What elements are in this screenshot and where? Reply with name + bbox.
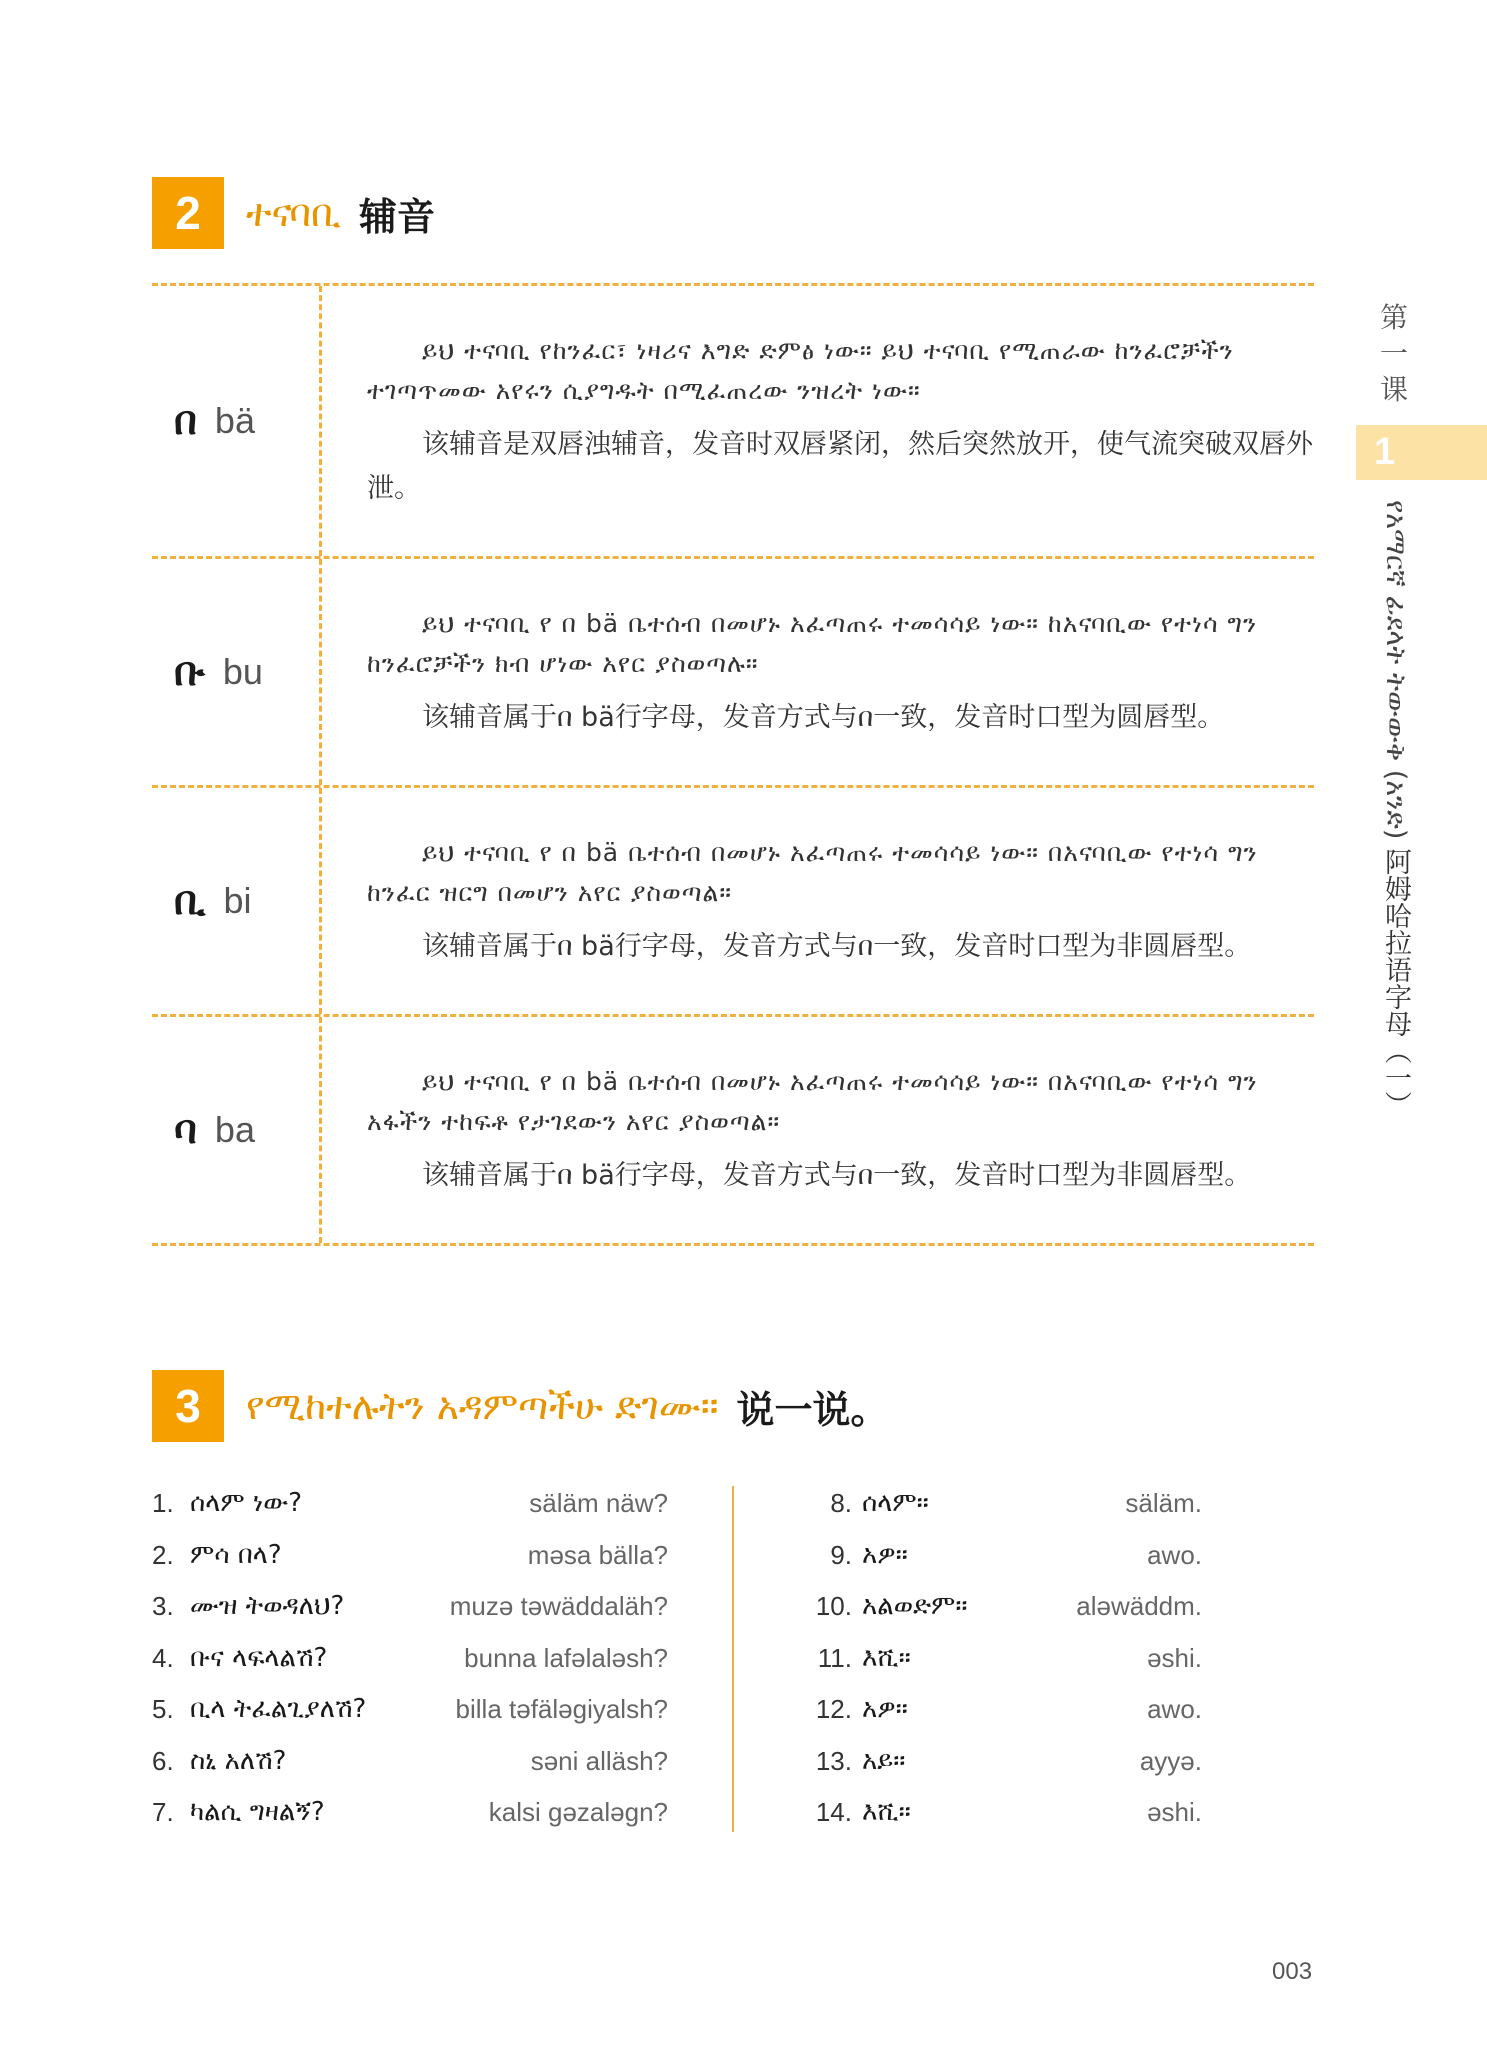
description-amharic: ይህ ተናባቢ የ በ bä ቤተሰብ በመሆኑ አፈጣጠሩ ተመሳሳይ ነው። በአናባቢው የተነሳ ግን ከንፈር ዝርግ በመሆን አየር ያስወጣል። xyxy=(367,838,1258,907)
consonant-glyph: በ xyxy=(174,398,197,444)
consonant-row xyxy=(152,283,1314,556)
consonant-glyph: ቡ xyxy=(174,649,205,695)
item-romanization: səni alläsh? xyxy=(530,1745,668,1776)
item-amharic: ምሳ በላ? xyxy=(190,1539,282,1570)
description-chinese: 该辅音属于በ bä行字母，发音方式与በ一致，发音时口型为非圆唇型。 xyxy=(422,931,1252,962)
consonant-romanization: bä xyxy=(214,400,255,441)
item-romanization: ayyə. xyxy=(1139,1745,1202,1776)
section-3-header xyxy=(152,1370,889,1442)
section-title-amharic: ተናባቢ xyxy=(246,190,341,235)
description-amharic: ይህ ተናባቢ የ በ bä ቤተሰብ በመሆኑ አፈጣጠሩ ተመሳሳይ ነው። ከአናባቢው የተነሳ ግን ከንፈሮቻችን ክብ ሆነው አየር ያስወጣሉ። xyxy=(367,609,1258,678)
item-amharic: አይ። xyxy=(862,1745,906,1776)
list-item xyxy=(800,1787,1202,1839)
item-amharic: እሺ። xyxy=(862,1797,911,1827)
item-number: 3. xyxy=(152,1591,174,1621)
item-number: 12. xyxy=(815,1694,852,1724)
item-romanization: awo. xyxy=(1147,1539,1202,1570)
item-amharic: አዎ። xyxy=(862,1539,908,1570)
item-number: 6. xyxy=(152,1745,174,1776)
item-amharic: ቡና ላፍላልሽ? xyxy=(190,1642,328,1673)
item-number: 13. xyxy=(815,1745,852,1776)
practice-list-left xyxy=(152,1478,668,1839)
item-amharic: ካልሲ ግዛልኝ? xyxy=(190,1797,325,1827)
list-item xyxy=(800,1736,1202,1788)
consonant-romanization: bi xyxy=(223,880,252,921)
item-number: 4. xyxy=(152,1642,174,1673)
list-item xyxy=(152,1684,668,1736)
item-number: 11. xyxy=(817,1642,852,1673)
consonant-letter xyxy=(174,286,314,556)
consonant-row xyxy=(152,785,1314,1014)
description-chinese: 该辅音是双唇浊辅音，发音时双唇紧闭，然后突然放开，使气流突破双唇外泄。 xyxy=(367,429,1313,504)
item-romanization: bunna lafəlaləsh? xyxy=(464,1642,668,1673)
column-divider xyxy=(732,1486,734,1832)
section-title-amharic: የሚከተሉትን አዳምጣችሁ ድገሙ። xyxy=(246,1383,719,1428)
section-title-chinese: 说一说。 xyxy=(736,1387,889,1432)
consonant-glyph: ቢ xyxy=(174,878,206,924)
consonant-row xyxy=(152,556,1314,785)
item-romanization: säläm. xyxy=(1125,1488,1202,1518)
item-amharic: አዎ። xyxy=(862,1694,908,1724)
list-item xyxy=(152,1581,668,1633)
item-amharic: ሰላም። xyxy=(862,1488,929,1518)
consonant-glyph: ባ xyxy=(174,1107,197,1153)
list-item xyxy=(800,1530,1202,1582)
item-romanization: kalsi gəzaləgn? xyxy=(488,1797,668,1827)
item-amharic: አልወድም። xyxy=(862,1591,968,1621)
item-romanization: muzə təwäddaläh? xyxy=(449,1591,668,1621)
item-amharic: ሰላም ነው? xyxy=(190,1488,302,1518)
item-amharic: ስኒ አለሽ? xyxy=(190,1745,287,1776)
section-2-header xyxy=(152,177,435,249)
item-romanization: məsa bälla? xyxy=(527,1539,668,1570)
item-number: 10. xyxy=(815,1591,852,1621)
consonant-letter xyxy=(174,788,314,1014)
list-item xyxy=(800,1581,1202,1633)
item-romanization: əshi. xyxy=(1147,1642,1202,1673)
list-item xyxy=(152,1787,668,1839)
section-number: 3 xyxy=(152,1370,224,1442)
consonant-letter xyxy=(174,559,314,785)
item-number: 7. xyxy=(152,1797,174,1827)
item-number: 14. xyxy=(815,1797,852,1827)
page-number: 003 xyxy=(1272,1958,1313,1985)
list-item xyxy=(152,1530,668,1582)
item-number: 8. xyxy=(830,1488,852,1518)
consonant-row xyxy=(152,1014,1314,1246)
description-amharic: ይህ ተናባቢ የከንፈር፣ ነዛሪና እግድ ድምፅ ነው። ይህ ተናባቢ የሚጠራው ከንፈሮቻችን ተገጣጥመው አየሩን ሲያግዱት በሚፈጠረው ንዝረት ነው። xyxy=(367,336,1234,405)
consonant-table xyxy=(152,283,1314,1246)
lesson-label: 第一课 xyxy=(1379,301,1408,406)
item-romanization: billa təfäləgiyalsh? xyxy=(455,1694,668,1724)
item-amharic: እሺ። xyxy=(862,1642,911,1673)
item-number: 9. xyxy=(830,1539,852,1570)
item-romanization: awo. xyxy=(1147,1694,1202,1724)
list-item xyxy=(800,1478,1202,1530)
list-item xyxy=(152,1478,668,1530)
list-item xyxy=(152,1633,668,1685)
list-item xyxy=(800,1633,1202,1685)
consonant-romanization: bu xyxy=(222,651,263,692)
item-number: 1. xyxy=(152,1488,174,1518)
list-item xyxy=(152,1736,668,1788)
item-amharic: ሙዝ ትወዳለህ? xyxy=(190,1591,345,1621)
item-romanization: aləwäddm. xyxy=(1076,1591,1202,1621)
list-item xyxy=(800,1684,1202,1736)
item-number: 2. xyxy=(152,1539,174,1570)
practice-list-right xyxy=(800,1478,1202,1839)
section-title-chinese: 辅音 xyxy=(358,194,435,239)
description-amharic: ይህ ተናባቢ የ በ bä ቤተሰብ በመሆኑ አፈጣጠሩ ተመሳሳይ ነው። በአናባቢው የተነሳ ግን አፋችን ተከፍቶ የታገደውን አየር ያስወጣል። xyxy=(367,1067,1258,1136)
consonant-letter xyxy=(174,1017,314,1243)
description-chinese: 该辅音属于በ bä行字母，发音方式与በ一致，发音时口型为圆唇型。 xyxy=(422,702,1225,733)
section-number: 2 xyxy=(152,177,224,249)
lesson-title-amharic: የአማርኛ ፊደላት ትውውቅ (አንድ) xyxy=(1380,500,1411,840)
lesson-number: 1 xyxy=(1356,425,1487,480)
description-chinese: 该辅音属于በ bä行字母，发音方式与በ一致，发音时口型为非圆唇型。 xyxy=(422,1160,1252,1191)
item-romanization: säläm näw? xyxy=(529,1488,668,1518)
lesson-title xyxy=(1376,500,1415,1118)
consonant-romanization: ba xyxy=(214,1109,255,1150)
lesson-title-chinese: 阿姆哈拉语字母（一） xyxy=(1380,848,1411,1119)
item-romanization: əshi. xyxy=(1147,1797,1202,1827)
item-amharic: ቢላ ትፈልጊያለሽ? xyxy=(190,1694,367,1724)
item-number: 5. xyxy=(152,1694,174,1724)
